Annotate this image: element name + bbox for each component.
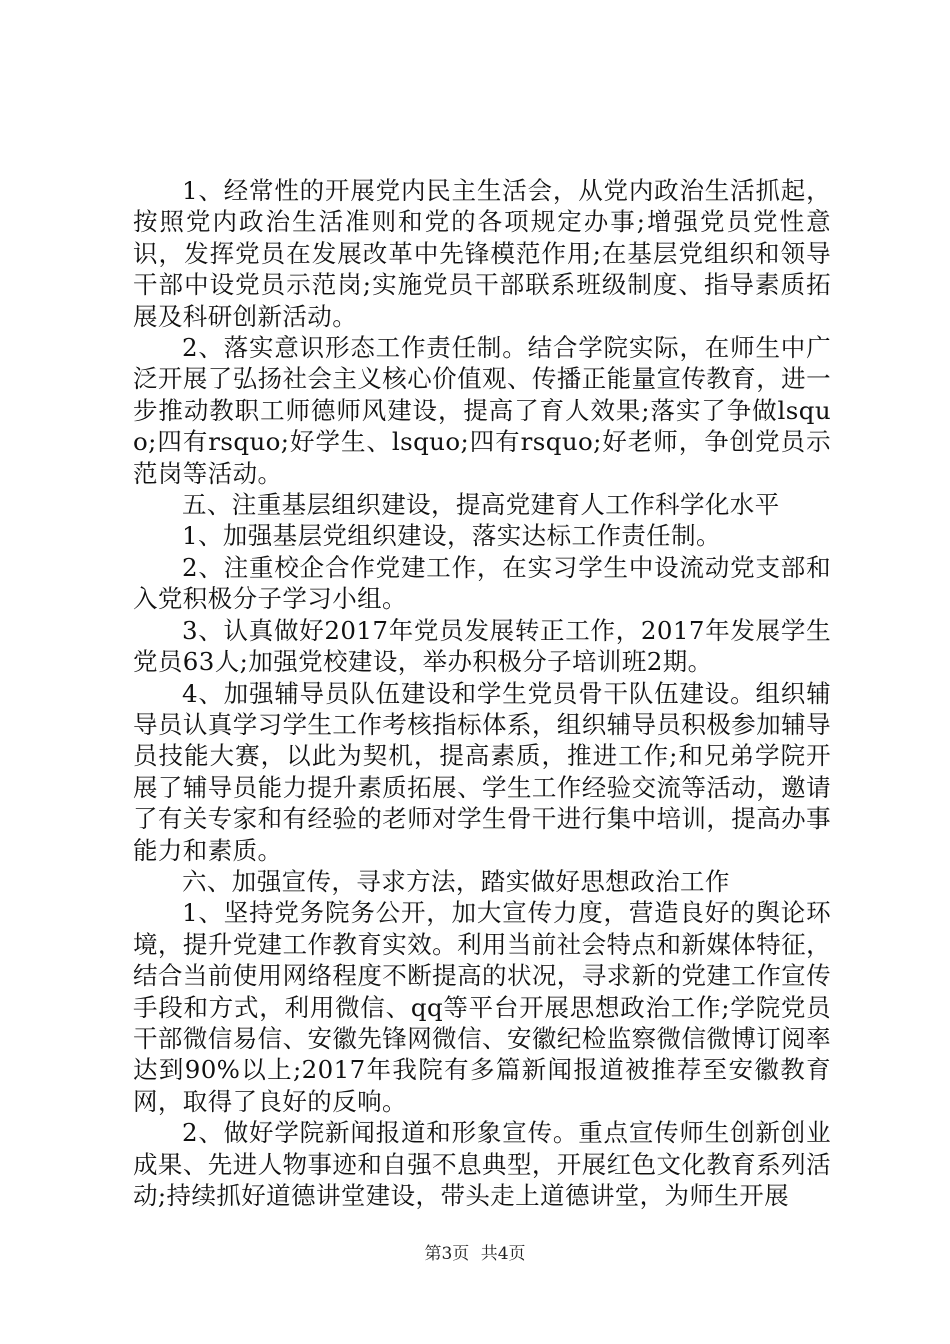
- paragraph-8: 2、做好学院新闻报道和形象宣传。重点宣传师生创新创业成果、先进人物事迹和自强不息典型，开展红色文化教育系列活动;持续抓好道德讲堂建设，带头走上道德讲堂，为师生开展: [133, 1118, 831, 1210]
- page-number: 第3页: [424, 1244, 470, 1264]
- paragraph-1: 1、经常性的开展党内民主生活会，从党内政治生活抓起，按照党内政治生活准则和党的各项规定办事;增强党员党性意识，发挥党员在发展改革中先锋模范作用;在基层党组织和领导干部中设党员示范岗;实施党员干部联系班级制度、指导素质拓展及科研创新活动。: [133, 176, 831, 331]
- paragraph-4: 2、注重校企合作党建工作，在实习学生中设流动党支部和入党积极分子学习小组。: [133, 552, 831, 614]
- page-total: 共4页: [480, 1244, 526, 1264]
- document-body: [133, 175, 831, 1211]
- paragraph-6: 4、加强辅导员队伍建设和学生党员骨干队伍建设。组织辅导员认真学习学生工作考核指标体系，组织辅导员积极参加辅导员技能大赛，以此为契机，提高素质，推进工作;和兄弟学院开展了辅导员能力提升素质拓展、学生工作经验交流等活动，邀请了有关专家和有经验的老师对学生骨干进行集中培训，提高办事能力和素质。: [133, 678, 831, 865]
- page-footer: [0, 1243, 950, 1265]
- paragraph-2: 2、落实意识形态工作责任制。结合学院实际，在师生中广泛开展了弘扬社会主义核心价值观、传播正能量宣传教育，进一步推动教职工师德师风建设，提高了育人效果;落实了争做lsquo;四有rsquo;好学生、lsquo;四有rsquo;好老师，争创党员示范岗等活动。: [133, 333, 831, 488]
- paragraph-7: 1、坚持党务院务公开，加大宣传力度，营造良好的舆论环境，提升党建工作教育实效。利用当前社会特点和新媒体特征，结合当前使用网络程度不断提高的状况，寻求新的党建工作宣传手段和方式，利用微信、qq等平台开展思想政治工作;学院党员干部微信易信、安徽先锋网微信、安徽纪检监察微信微博订阅率达到90%以上;2017年我院有多篇新闻报道被推荐至安徽教育网，取得了良好的反响。: [133, 898, 831, 1116]
- section-heading-6: 六、加强宣传，寻求方法，踏实做好思想政治工作: [182, 866, 730, 896]
- paragraph-5: 3、认真做好2017年党员发展转正工作，2017年发展学生党员63人;加强党校建设，举办积极分子培训班2期。: [133, 615, 831, 677]
- paragraph-3: 1、加强基层党组织建设，落实达标工作责任制。: [182, 521, 721, 551]
- section-heading-5: 五、注重基层组织建设，提高党建育人工作科学化水平: [182, 490, 780, 520]
